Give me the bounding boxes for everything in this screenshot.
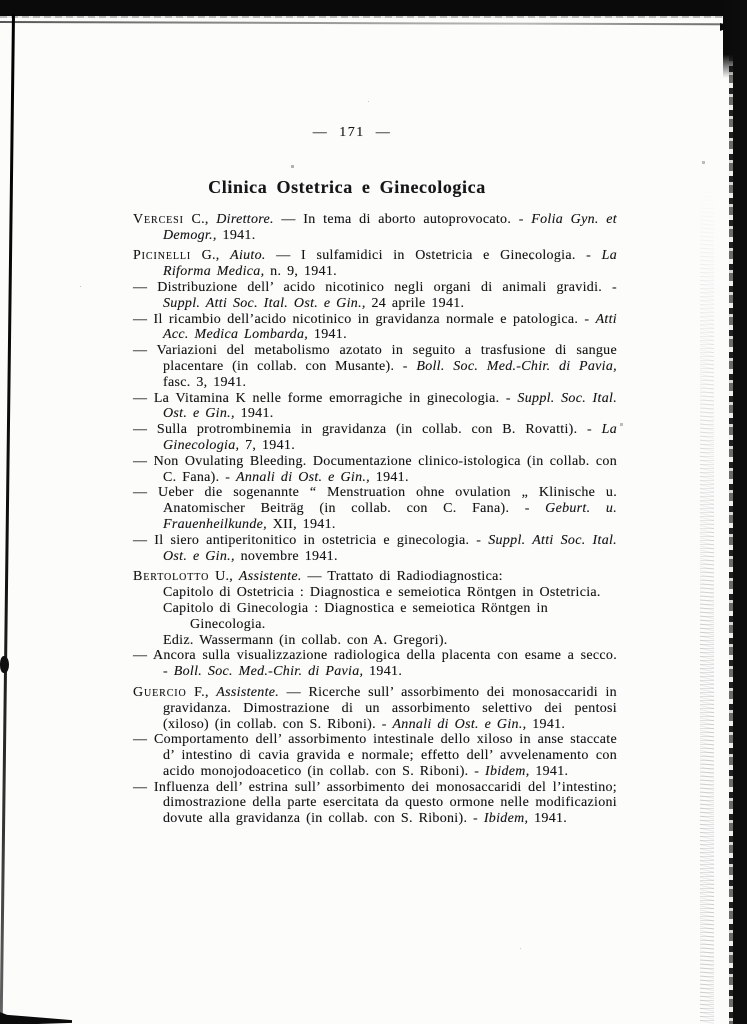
text-segment: Capitolo di Ostetricia : Diagnostica e semeiotica Röntgen in Ostetricia.	[163, 585, 601, 601]
bibliography-list	[133, 212, 617, 827]
text-segment: — Il siero antiperitonitico in ostetricia e ginecologia. -	[133, 532, 489, 548]
text-segment: Boll. Soc. Med.-Chir. di Pavia,	[416, 358, 617, 374]
text-segment: — Variazioni del metabolismo azotato in seguito a trasfusione di sangue placentare (in collab. con Musante). -	[133, 343, 617, 374]
text-segment: Annali di Ost. e Gin.,	[235, 469, 370, 485]
text-segment: Assistente.	[238, 569, 302, 585]
bibliography-entry	[133, 280, 617, 312]
text-segment: — Il ricambio dell’acido nicotinico in gravidanza normale e patologica. -	[133, 311, 596, 327]
text-segment: — Trattato di Radiodiagnostica:	[301, 569, 503, 585]
text-segment: — Ancora sulla visualizzazione radiologica della placenta con esame a secco. -	[133, 648, 617, 680]
text-segment: Direttore.	[216, 211, 274, 227]
text-segment: — Sulla protrombinemia in gravidanza (in collab. con B. Rovatti). -	[133, 422, 602, 438]
bibliography-entry	[133, 533, 617, 565]
corner-ink-mark	[0, 1010, 72, 1024]
bibliography-entry	[133, 485, 617, 532]
bibliography-entry	[133, 633, 617, 649]
text-segment: Assistente.	[216, 684, 280, 700]
text-segment: Ibidem,	[485, 763, 530, 779]
bibliography-entry	[133, 391, 617, 423]
text-segment: 1941.	[363, 664, 403, 680]
text-segment: — La Vitamina K nelle forme emorragiche in ginecologia. -	[133, 390, 518, 406]
text-segment: 1941.	[528, 811, 568, 827]
text-segment: 24 aprile 1941.	[365, 295, 465, 311]
text-segment: U.,	[209, 569, 239, 585]
edge-arrow-mark	[720, 23, 731, 31]
text-segment: — Influenza dell’ estrina sull’ assorbimento dei monosaccaridi del l’intestino; dimostrazione della parte esercitata da questo ormone nelle modificazioni dovute alla gravidanza (in collab. con S. Riboni). -	[133, 779, 617, 827]
text-segment: 7, 1941.	[239, 437, 296, 453]
scan-right-edge-bar	[733, 0, 747, 1024]
text-segment: Annali di Ost. e Gin.,	[392, 716, 527, 732]
bibliography-entry	[133, 312, 617, 344]
text-segment: Picinelli	[133, 248, 192, 264]
text-segment: — Non Ovulating Bleeding. Documentazione clinico-istologica (in collab. con C. Fana). -	[133, 453, 617, 485]
bibliography-entry	[133, 685, 617, 732]
text-segment: n. 9, 1941.	[264, 264, 337, 280]
text-segment: Geburt. u. Frauenheilkunde,	[163, 501, 617, 532]
text-segment: — Ricerche sull’ assorbimento dei monosaccaridi in gravidanza. Dimostrazione di un assorbimento selettivo dei pentosi (xiloso) (in collab. con S. Riboni). -	[163, 684, 617, 732]
bibliography-entry	[133, 454, 617, 486]
scan-right-speckle	[700, 180, 714, 1024]
bibliography-entry	[133, 248, 617, 280]
text-segment: Folia Gyn. et Demogr.,	[163, 211, 617, 243]
text-segment: Bertolotto	[133, 569, 210, 585]
text-segment: Vercesi	[133, 211, 184, 227]
text-segment: Suppl. Atti Soc. Ital. Ost. e Gin.,	[163, 295, 366, 311]
page-number: — 171 —	[312, 125, 392, 140]
scan-gutter-line	[0, 14, 15, 1024]
text-segment: Boll. Soc. Med.-Chir. di Pavia,	[173, 664, 364, 680]
text-segment: — Comportamento dell’ assorbimento intestinale dello xiloso in anse staccate d’ intestino di cavia gravida e normale; effetto dell’ avvelenamento con acido monojodoacetico (in collab. con S. Riboni). -	[133, 732, 617, 779]
text-segment: 1941.	[529, 763, 569, 779]
text-segment: 1941.	[308, 327, 347, 343]
text-segment: — In tema di aborto autoprovocato. -	[273, 211, 532, 227]
text-segment: Guercio	[133, 684, 187, 700]
text-segment: — Distribuzione dell’ acido nicotinico negli organi di animali gravidi. -	[133, 279, 617, 295]
bibliography-entry	[133, 343, 617, 390]
text-segment: Suppl. Soc. Ital. Ost. e Gin.,	[163, 390, 618, 422]
text-segment: Suppl. Atti Soc. Ital. Ost. e Gin.,	[163, 532, 617, 564]
ink-blob	[0, 656, 9, 673]
text-segment: 1941.	[216, 227, 256, 243]
text-segment: — Ueber die sogenannte “ Menstruation ohne ovulation „ Klinische u. Anatomischer Beiträg (in collab. con C. Fana). -	[133, 485, 617, 517]
page-title: Clinica Ostetrica e Ginecologica	[208, 176, 486, 197]
text-segment: F.,	[186, 684, 217, 700]
text-segment: Ibidem,	[483, 811, 529, 827]
bibliography-entry	[133, 732, 617, 779]
page-content	[133, 125, 617, 827]
text-segment: fasc. 3, 1941.	[163, 374, 247, 390]
bibliography-entry	[133, 422, 617, 454]
bibliography-entry	[133, 212, 617, 244]
text-segment: Capitolo di Ginecologia : Diagnostica e semeiotica Röntgen in Ginecologia.	[163, 600, 548, 632]
scan-noise-specks	[0, 0, 1, 1]
text-segment: G.,	[191, 248, 231, 264]
text-segment: La Riforma Medica,	[163, 248, 617, 280]
text-segment: novembre 1941.	[234, 548, 338, 564]
text-segment: 1941.	[369, 469, 409, 485]
bibliography-entry	[133, 601, 617, 633]
text-segment: Aiuto.	[230, 248, 266, 264]
text-segment: Atti Acc. Medica Lombarda,	[163, 311, 617, 343]
bibliography-entry	[133, 569, 617, 585]
scan-top-edge-bar	[0, 0, 747, 16]
text-segment: C.,	[183, 211, 217, 227]
text-segment: La Ginecologia,	[163, 422, 617, 453]
bibliography-entry	[133, 648, 617, 680]
scan-fold-line	[0, 21, 747, 25]
text-segment: Ediz. Wassermann (in collab. con A. Gregori).	[163, 632, 448, 648]
text-segment: 1941.	[526, 716, 566, 732]
text-segment: 1941.	[234, 406, 274, 422]
text-segment: — I sulfamidici in Ostetricia e Ginecologia. -	[265, 248, 602, 264]
text-segment: XII, 1941.	[266, 516, 336, 532]
bibliography-entry	[133, 780, 617, 827]
bibliography-entry	[133, 585, 617, 601]
